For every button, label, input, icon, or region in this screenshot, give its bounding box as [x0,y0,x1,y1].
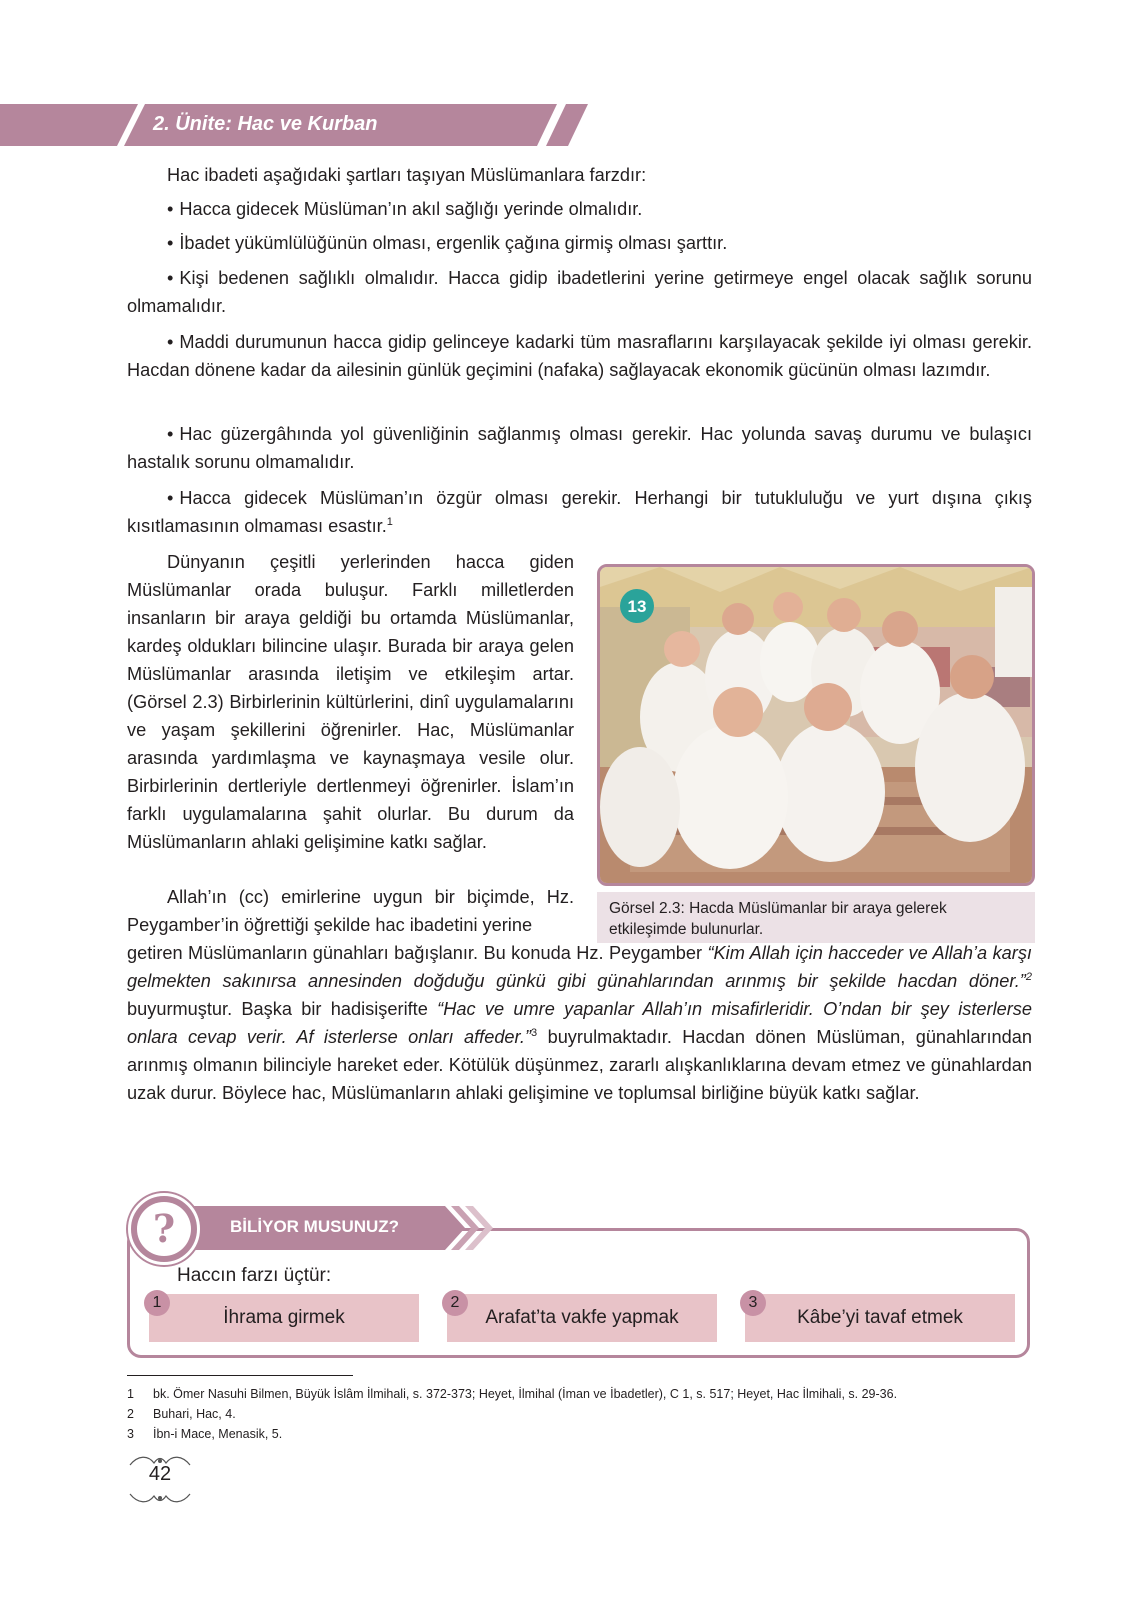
footnote: 3 İbn-i Mace, Menasik, 5. [127,1427,283,1441]
page-number: 42 [148,1463,172,1485]
figure-photo [597,564,1035,886]
did-you-know-title: BİLİYOR MUSUNUZ? [230,1217,400,1236]
photo-badge-number: 13 [627,597,647,616]
bullet-item: • Hacca gidecek Müslüman’ın akıl sağlığı yerinde olmalıdır. [167,199,643,219]
fard-item-3: Kâbe’yi tavaf etmek [745,1294,1015,1342]
footnote: 2 Buhari, Hac, 4. [127,1407,236,1421]
footnote-divider [127,1375,353,1376]
bullet-item: • Hacca gidecek Müslüman’ın özgür olması gerekir. Herhangi bir tutukluluğu ve yurt dışına çıkış kısıtlamasının olmaması esastır.$^1$ [127,488,1032,536]
unit-title: 2. Ünite: Hac ve Kurban [153,113,378,135]
fard-item-number: 2 [442,1290,468,1316]
paragraph-continuation: getiren Müslümanların günahları bağışlanır. Bu konuda Hz. Peygamber “Kim Allah için hacceder ve Allah’a karşı gelmekten sakınırsa annesinden doğduğu günkü gibi günahlarından arınmış bir şekilde hacdan döner.”$^2$ buyurmuştur. Başka bir hadisişerifte “Hac ve umre yapanlar Allah’ın misafirleridir. O’ndan bir şey isterlerse onlara cevap verir. Af isterlerse onları affeder.”$^3$ buyrulmaktadır. Hacdan dönen Müslüman, günahlarından arınmış olmanın bilinciyle hareket eder. Kötülük düşünmez, zararlı alışkanlıklarına devam etmez ve günahlardan uzak durur. Böylece hac, Müslümanların ahlaki gelişimine ve toplumsal birliğine büyük katkı sağlar. [127,943,1033,1103]
bullet-item: • Maddi durumunun hacca gidip gelinceye kadarki tüm masraflarını karşılayacak şekilde iyi olması gerekir. Hacdan dönene kadar da ailesinin günlük geçimini (nafaka) sağlayacak ekonomik gücünün olması lazımdır. [127,332,1032,380]
bullet-item: • İbadet yükümlülüğünün olması, ergenlik çağına girmiş olması şarttır. [167,233,728,253]
fard-item-number: 3 [740,1290,766,1316]
figure-caption: Görsel 2.3: Hacda Müslümanlar bir araya gelerek etkileşimde bulunurlar. [597,892,1035,943]
bullet-item: • Kişi bedenen sağlıklı olmalıdır. Hacca gidip ibadetlerini yerine getirmeye engel olacak sağlık sorunu olmamalıdır. [127,268,1032,316]
question-mark-icon: ? [128,1193,200,1265]
fard-item-number: 1 [144,1290,170,1316]
bullet-item: • Hac güzergâhında yol güvenliğinin sağlanmış olması gerekir. Hac yolunda savaş durumu ve bulaşıcı hastalık sorunu olmamalıdır. [127,424,1032,472]
paragraph-column-1: Dünyanın çeşitli yerlerinden hacca giden Müslümanlar orada buluşur. Farklı milletlerden insanların bir araya geldiği bu ortamda Müslümanlar, kardeş oldukları bilincine ulaşır. Burada bir araya gelen Müslümanlar arasında iletişim ve etkileşim artar. (Görsel 2.3) Birbirlerinin kültürlerini, dinî uygulamalarını ve yaşam şekillerini öğrenirler. Hac, Müslümanlar arasında yardımlaşma ve kaynaşmaya vesile olur. Birbirlerinin dertleriyle dertlenmeyi öğrenirler. İslam’ın farklı uygulamalarına şahit olurlar. Bu durum da Müslümanların ahlaki gelişimine katkı sağlar. [127,552,574,852]
ornament-bottom [128,1490,192,1506]
fard-item-1: İhrama girmek [149,1294,419,1342]
pilgrims-photo-illustration [600,567,1032,883]
paragraph-column-2: Allah’ın (cc) emirlerine uygun bir biçimde, Hz. Peygamber’in öğrettiği şekilde hac ibadetini yerine [127,887,574,935]
did-you-know-intro: Haccın farzı üçtür: [177,1265,332,1286]
footnote: 1 bk. Ömer Nasuhi Bilmen, Büyük İslâm İlmihali, s. 372-373; Heyet, İlmihal (İman ve İbadetler), C 1, s. 517; Heyet, Hac İlmihali, s. 29-36. [127,1387,898,1401]
paragraph-intro: Hac ibadeti aşağıdaki şartları taşıyan Müslümanlara farzdır: [167,165,647,185]
fard-item-2: Arafat’ta vakfe yapmak [447,1294,717,1342]
